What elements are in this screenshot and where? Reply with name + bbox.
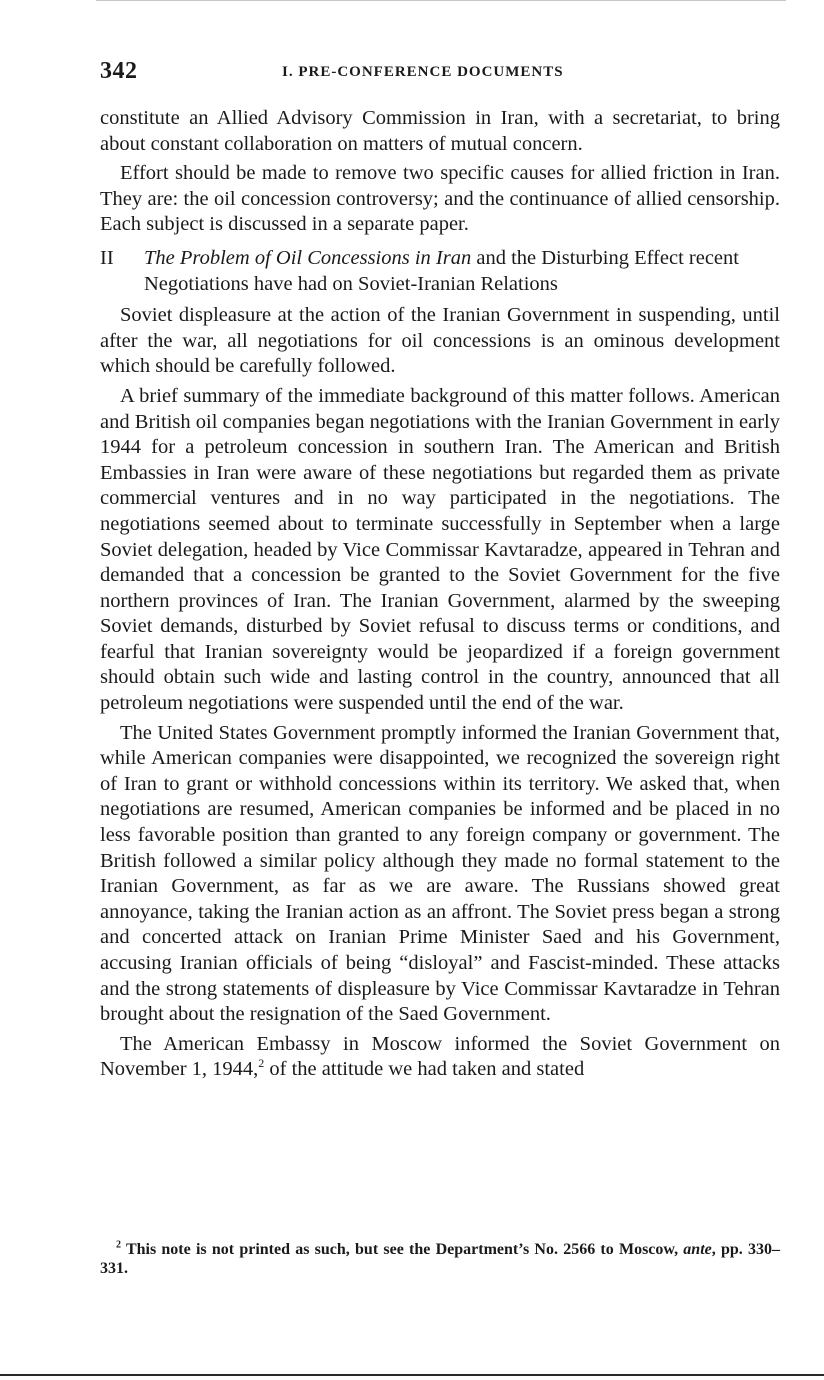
bottom-rule [0,1374,824,1376]
paragraph-effort: Effort should be made to remove two specific causes for allied friction in Iran. They are: the oil concession controversy; and the continuance of allied censorship. Each subject is discussed in a separate paper. [100,162,780,236]
body-text [100,106,780,1083]
paragraph-continuation: constitute an Allied Advisory Commission in Iran, with a secretariat, to bring about constant collaboration on matters of mutual concern. [100,107,780,155]
paragraph-embassy-text: The American Embassy in Moscow informed the Soviet Government on November 1, 1944, [100,1032,780,1081]
running-head: I. PRE-CONFERENCE DOCUMENTS [282,64,564,80]
paragraph-us-government: The United States Government promptly informed the Iranian Government that, while American companies were disappointed, we recognized the sovereign right of Iran to grant or withhold concessions within its territory. We asked that, when negotiations are resumed, American companies be informed and be placed in no less favorable position than granted to any foreign company or government. The British followed a similar policy although they made no formal statement to the Iranian Government, as far as we are aware. The Russians showed great annoyance, taking the Iranian action as an affront. The Soviet press began a strong and concerted attack on Iranian Prime Minister Saed and his Government, accusing Iranian officials of being “disloyal” and Fascist-minded. These attacks and the strong statements of displeasure by Vice Commissar Kavtaradze in Tehran brought about the resignation of the Saed Government. [100,721,780,1026]
footnote-mark: 2 [116,1239,121,1251]
paragraph-embassy-moscow [100,1032,780,1083]
footnote-text: This note is not printed as such, but see the Department’s No. 2566 to Moscow, [121,1241,684,1258]
section-heading-rest: and the Disturbing Effect recent Negotiations have had on Soviet-Iranian Relations [144,246,739,295]
footnote [100,1240,780,1278]
footnote-reference[interactable]: 2 [258,1056,265,1071]
paragraph-embassy-text-end: of the attitude we had taken and stated [264,1058,585,1081]
section-heading [100,246,780,297]
paragraph-background: A brief summary of the immediate background of this matter follows. American and British oil companies began negotiations with the Iranian Government in early 1944 for a petroleum concession in southern Iran. The American and British Embassies in Iran were aware of these negotiations but regarded them as private commercial ventures and in no way participated in the negotiations. The negotiations seemed about to terminate successfully in September when a large Soviet delegation, headed by Vice Commissar Kavtaradze, appeared in Tehran and demanded that a concession be granted to the Soviet Government for the five northern provinces of Iran. The Iranian Government, alarmed by the sweeping Soviet demands, disturbed by Soviet refusal to discuss terms or conditions, and fearful that Iranian sovereignty would be jeopardized if a foreign government should obtain such wide and lasting control in the country, announced that all petroleum negotiations were suspended until the end of the war. [100,384,780,715]
top-rule [96,0,786,1]
footnote-text-end: , pp. 330–331. [100,1241,780,1277]
page-number: 342 [100,58,138,84]
page-header [100,58,780,88]
paragraph-soviet-displeasure: Soviet displeasure at the action of the Iranian Government in suspending, until after the war, all negotiations for oil concessions is an ominous development which should be carefully followed. [100,304,780,378]
footnote-italic: ante [683,1241,712,1258]
section-heading-italic: The Problem of Oil Concessions in Iran [144,246,472,269]
section-numeral: II [100,246,114,269]
